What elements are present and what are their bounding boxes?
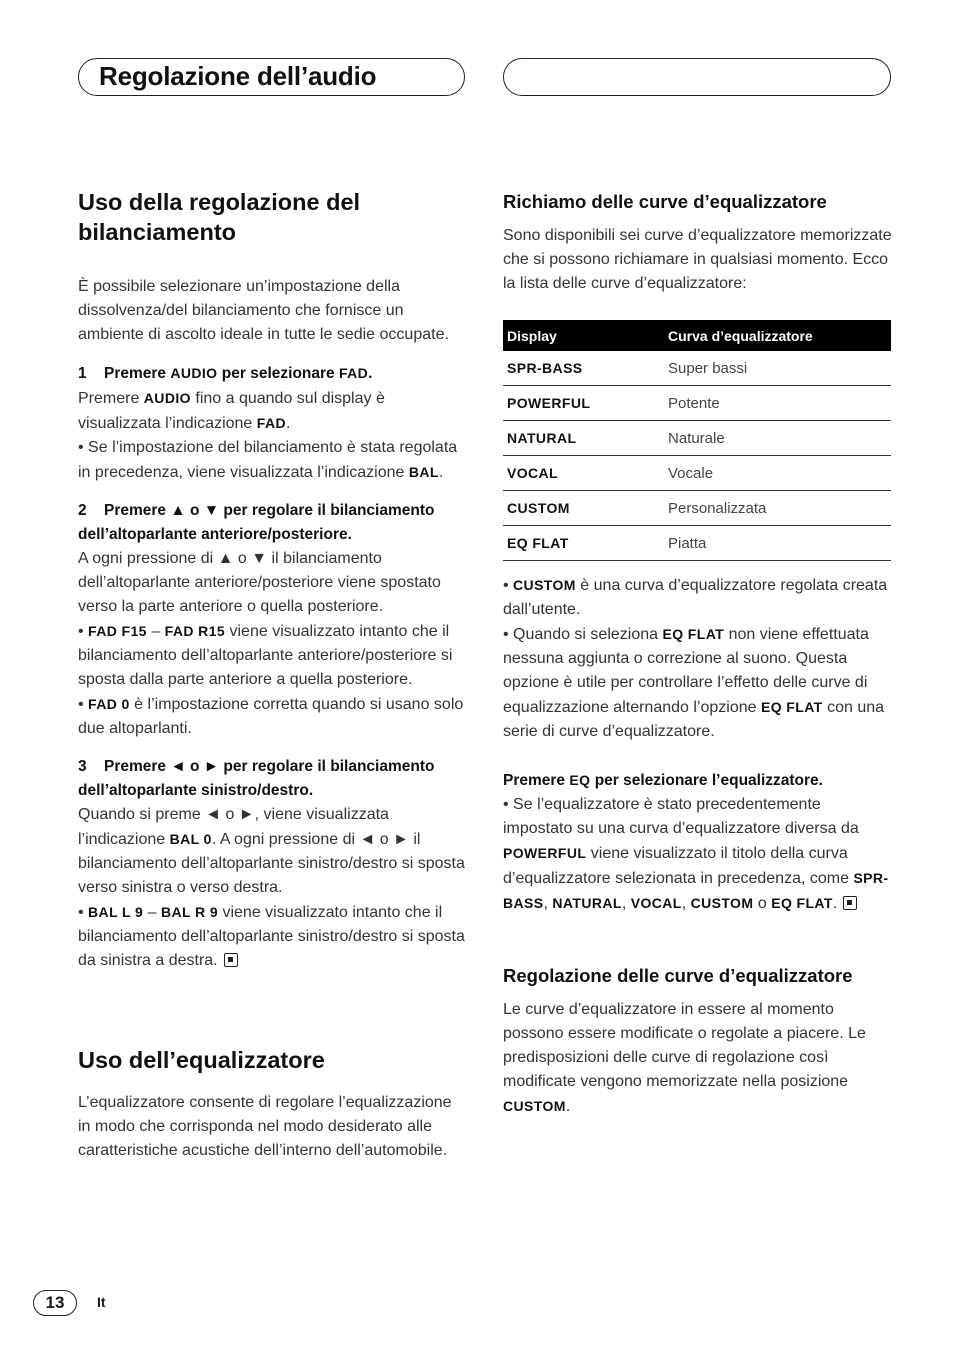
recall-note-1: • CUSTOM è una curva d’equalizzatore regolata creata dall’utente.: [503, 577, 888, 618]
table-cell: CUSTOM: [503, 491, 664, 526]
end-mark-icon: [843, 896, 857, 910]
table-cell: VOCAL: [503, 456, 664, 491]
table-cell: EQ FLAT: [503, 526, 664, 561]
section-header-box: [78, 58, 465, 96]
table-cell: POWERFUL: [503, 386, 664, 421]
equalizer-section-title: Uso dell’equalizzatore: [78, 1047, 325, 1073]
balance-intro: È possibile selezionare un’impostazione della dissolvenza/del bilanciamento che fornisce un ambiente di ascolto ideale in tutte le sedie occupate.: [78, 278, 449, 343]
recall-title: Richiamo delle curve d’equalizzatore: [503, 191, 827, 212]
page-title: Regolazione dell’audio: [99, 61, 377, 91]
step-2-body: A ogni pressione di ▲ o ▼ il bilanciamento dell’altoparlante anteriore/posteriore viene spostato verso la parte anteriore o quella posteriore.: [78, 550, 441, 615]
step-2-note-1: • FAD F15 – FAD R15 viene visualizzato intanto che il bilanciamento dell’altoparlante anteriore/posteriore si sposta dalla parte anteriore a quella posteriore.: [78, 623, 453, 688]
eq-step-heading: Premere EQ per selezionare l’equalizzatore.: [503, 772, 823, 789]
step-1-heading: 1 Premere AUDIO per selezionare FAD.: [78, 365, 373, 382]
step-2-heading: 2 Premere ▲ o ▼ per regolare il bilanciamento dell’altoparlante anteriore/posteriore.: [78, 502, 435, 543]
end-mark-icon: [224, 953, 238, 967]
header-empty-box: [503, 58, 891, 96]
step-2-note-2: • FAD 0 è l’impostazione corretta quando si usano solo due altoparlanti.: [78, 696, 464, 737]
table-row: [503, 386, 891, 421]
eq-curve-table: [503, 320, 891, 561]
recall-intro: Sono disponibili sei curve d’equalizzatore memorizzate che si possono richiamare in qualsiasi momento. Ecco la lista delle curve d’equalizzatore:: [503, 227, 892, 292]
step-1-note: • Se l’impostazione del bilanciamento è stata regolata in precedenza, viene visualizzata l’indicazione BAL.: [78, 439, 458, 481]
table-cell: SPR-BASS: [503, 351, 664, 386]
step-3-body: Quando si preme ◄ o ►, viene visualizzata l’indicazione BAL 0. A ogni pressione di ◄ o ► il bilanciamento dell’altoparlante sinistro/destro si sposta verso sinistra o verso destra.: [78, 806, 465, 896]
adjust-body: Le curve d’equalizzatore in essere al momento possono essere modificate o regolate a piacere. Le predisposizioni delle curve di regolazione così modificate vengono memorizzate nella posizione CUSTOM.: [503, 1001, 866, 1115]
table-header: Display: [503, 320, 664, 351]
step-3-note: • BAL L 9 – BAL R 9 viene visualizzato intanto che il bilanciamento dell’altoparlante sinistro/destro si sposta da sinistra a destra.: [78, 904, 465, 969]
language-label: It: [97, 1294, 106, 1310]
table-row: [503, 456, 891, 491]
table-header: Curva d’equalizzatore: [664, 320, 891, 351]
balance-section-title: Uso della regolazione del bilanciamento: [78, 189, 361, 245]
table-row: [503, 421, 891, 456]
adjust-title: Regolazione delle curve d’equalizzatore: [503, 965, 853, 986]
step-1-body: Premere AUDIO fino a quando sul display è visualizzata l’indicazione FAD.: [78, 390, 385, 432]
step-3-heading: 3 Premere ◄ o ► per regolare il bilanciamento dell’altoparlante sinistro/destro.: [78, 758, 435, 799]
right-column: [503, 190, 893, 1119]
table-cell: Piatta: [664, 526, 891, 561]
table-cell: Naturale: [664, 421, 891, 456]
table-header-row: [503, 320, 891, 351]
recall-note-2: • Quando si seleziona EQ FLAT non viene effettuata nessuna aggiunta o correzione al suono. Questa opzione è utile per controllare l’effetto delle curve di equalizzazione alternando l’opzione EQ FLAT con una serie di curve d’equalizzatore.: [503, 626, 885, 740]
table-cell: Super bassi: [664, 351, 891, 386]
table-cell: NATURAL: [503, 421, 664, 456]
table-row: [503, 491, 891, 526]
table-cell: Vocale: [664, 456, 891, 491]
eq-step-note: • Se l’equalizzatore è stato precedentemente impostato su una curva d’equalizzatore diversa da POWERFUL viene visualizzato il titolo della curva d’equalizzatore selezionata in precedenza, come SPR-BASS, NATURAL, VOCAL, CUSTOM o EQ FLAT.: [503, 796, 889, 912]
table-cell: Personalizzata: [664, 491, 891, 526]
page-number: 13: [33, 1290, 77, 1316]
table-row: [503, 526, 891, 561]
equalizer-intro: L’equalizzatore consente di regolare l’equalizzazione in modo che corrisponda nel modo desiderato alle caratteristiche acustiche dell’interno dell’automobile.: [78, 1094, 452, 1159]
left-column: [78, 187, 466, 1163]
table-row: [503, 351, 891, 386]
table-cell: Potente: [664, 386, 891, 421]
